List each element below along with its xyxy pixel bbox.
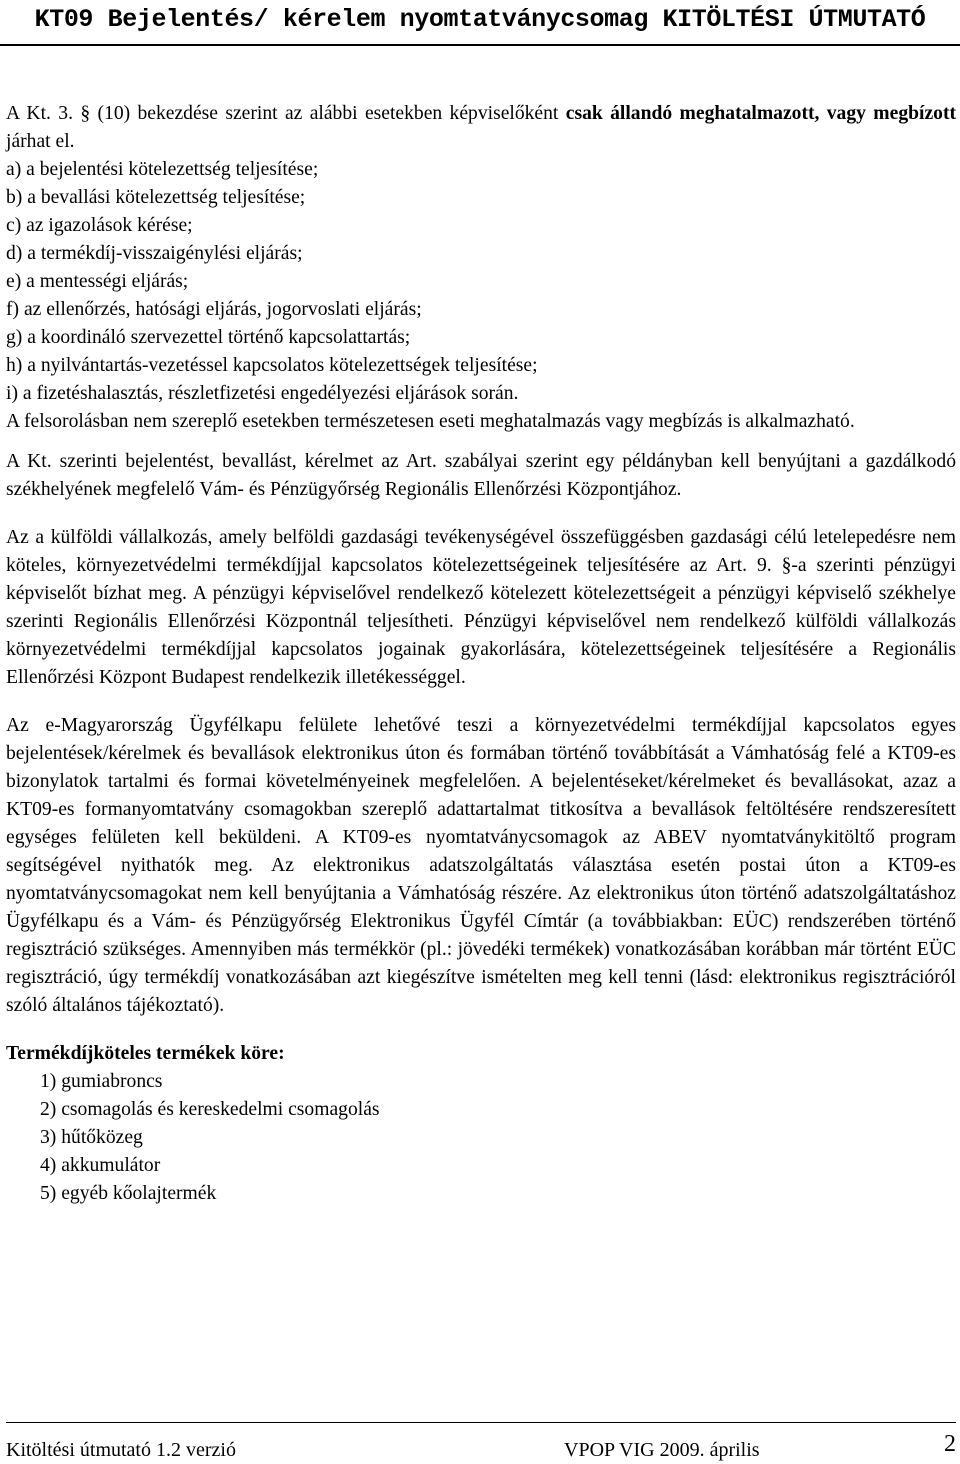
list-item: 5) egyéb kőolajtermék [40,1183,217,1204]
footer-date: VPOP VIG 2009. április [564,1439,760,1461]
page-header [0,0,960,46]
list-item: b) a bevallási kötelezettség teljesítése; [6,187,306,208]
list-item: 3) hűtőközeg [40,1127,143,1148]
paragraph-ugyfelkapu: Az e-Magyarország Ügyfélkapu felülete lehetővé teszi a környezetvédelmi termékdíjjal kapcsolatos egyes bejelentések/kérelmek és bevallások elektronikus úton és formában történő továbbítását a Vámhatóság felé a KT09-es bizonylatok tartalmi és formai követelményeinek megfelelően. A bejelentéseket/kérelmeket és bevallásokat, azaz a KT09-es formanyomtatvány csomagokban szereplő adattartalmat titkosítva a bevallások feltöltésére rendszeresített egységes felületen kell beküldeni. A KT09-es nyomtatványcsomagok az ABEV nyomtatványkitöltő program segítségével nyithatók meg. Az elektronikus adatszolgáltatás választása esetén postai úton a KT09-es nyomtatványcsomagokat nem kell benyújtania a Vámhatóság részére. Az elektronikus úton történő adatszolgáltatáshoz Ügyfélkapu és a Vám- és Pénzügyőrség Elektronikus Ügyfél Címtár (a továbbiakban: EÜC) rendszerében történő regisztráció szükséges. Amennyiben más termékkör (pl.: jövedéki termékek) vonatkozásában korábban már történt EÜC regisztráció, úgy termékdíj vonatkozásában azt kiegészítve ismételten meg kell tenni (lásd: elektronikus regisztrációról szóló általános tájékoztató). [6,715,956,1016]
page-number: 2 [944,1431,956,1457]
page-footer [6,1422,956,1461]
list-item: e) a mentességi eljárás; [6,271,189,292]
paragraph-eseti-meghatalmazas: A felsorolásban nem szereplő esetekben természetesen eseti meghatalmazás vagy megbízás is alkalmazható. [6,411,855,432]
paragraph-benyujtas: A Kt. szerinti bejelentést, bevallást, kérelmet az Art. szabályai szerint egy példányban kell benyújtani a gazdálkodó székhelyének megfelelő Vám- és Pénzügyőrség Regionális Ellenőrzési Központjához. [6,451,956,500]
intro-bold-text: csak állandó meghatalmazott, vagy megbízott [565,103,957,124]
header-title: KT09 Bejelentés/ kérelem nyomtatványcsomag KITÖLTÉSI ÚTMUTATÓ [34,5,926,34]
list-item: f) az ellenőrzés, hatósági eljárás, jogorvoslati eljárás; [6,299,422,320]
list-item: d) a termékdíj-visszaigénylési eljárás; [6,243,303,264]
document-body [6,100,956,1208]
intro-paragraph [6,100,956,156]
cases-list [6,156,956,408]
list-item: 1) gumiabroncs [40,1071,163,1092]
list-item: 4) akkumulátor [40,1155,161,1176]
paragraph-kulfoldi-vallalkozas: Az a külföldi vállalkozás, amely belföldi gazdasági tevékenységével összefüggésben gazdasági célú letelepedésre nem köteles, környezetvédelmi termékdíjjal kapcsolatos kötelezettségeinek teljesítésére az Art. 9. §-a szerinti pénzügyi képviselőt bízhat meg. A pénzügyi képviselővel rendelkező kötelezett kötelezettségeit a pénzügyi képviselő székhelye szerinti Regionális Ellenőrzési Központnál teljesítheti. Pénzügyi képviselővel nem rendelkező külföldi vállalkozás környezetvédelmi termékdíjjal kapcsolatos jogainak gyakorlására, kötelezettségeinek teljesítésére a Regionális Ellenőrzési Központ Budapest rendelkezik illetékességgel. [6,527,956,688]
products-list [40,1068,956,1208]
list-item: a) a bejelentési kötelezettség teljesítése; [6,159,319,180]
footer-version: Kitöltési útmutató 1.2 verzió [6,1439,236,1461]
list-item: h) a nyilvántartás-vezetéssel kapcsolatos kötelezettségek teljesítése; [6,355,538,376]
products-heading: Termékdíjköteles termékek köre: [6,1043,285,1064]
list-item: 2) csomagolás és kereskedelmi csomagolás [40,1099,380,1120]
list-item: i) a fizetéshalasztás, részletfizetési engedélyezési eljárások során. [6,383,519,404]
intro-text-2: járhat el. [6,131,75,152]
list-item: c) az igazolások kérése; [6,215,193,236]
intro-text-1: A Kt. 3. § (10) bekezdése szerint az alábbi esetekben képviselőként [6,103,566,124]
list-item: g) a koordináló szervezettel történő kapcsolattartás; [6,327,411,348]
